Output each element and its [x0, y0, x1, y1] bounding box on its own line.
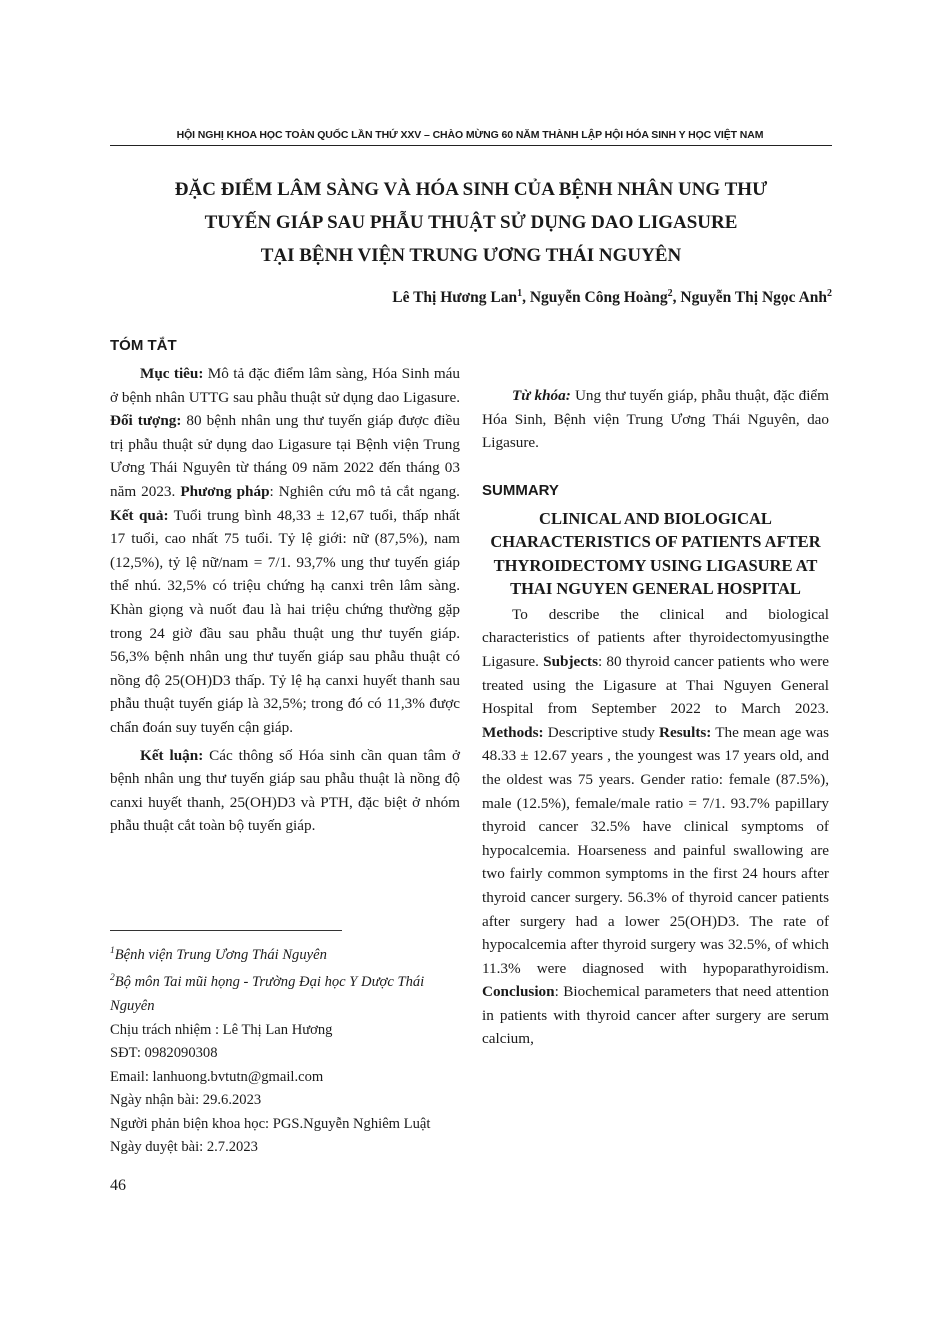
keywords-label	[512, 387, 571, 404]
phone: SĐT: 0982090308	[110, 1045, 218, 1062]
title-line: TUYẾN GIÁP SAU PHẪU THUẬT SỬ DỤNG DAO LIGASURE	[204, 212, 738, 233]
methods-label-en: Methods:	[482, 723, 544, 741]
accepted-date: Ngày duyệt bài: 2.7.2023	[110, 1139, 258, 1156]
author-list	[110, 288, 832, 307]
header-rule	[110, 145, 832, 146]
abstract-text: Mô tả đặc điểm lâm sàng, Hóa Sinh máu ở bệnh nhân UTTG sau phẫu thuật sử dụng dao Ligasure.	[110, 365, 460, 406]
author-affiliation: 2	[827, 288, 832, 299]
author-separator: ,	[672, 289, 681, 307]
summary-paragraph	[482, 603, 829, 1051]
footnote-marker: 1	[110, 946, 115, 956]
footnotes	[110, 940, 470, 1160]
summary-text: The mean age was 48.33 ± 12.67 years , the youngest was 17 years old, and the oldest was 75 years. Gender ratio: female (87.5%), male (12.5%), female/male ratio = 7/1. 93.7% papillary thyroid cancer 32.5% have clinical symptoms of hypocalcemia. Hoarseness and painful swallowing are two fairly common symptoms in the first 24 hours after thyroid cancer surgery. 56.3% of thyroid cancer patients after surgery had a lower 25(OH)D3. The rate of hypocalcemia after thyroid surgery was 32.5%, of which 11.3% were diagnosed with hypoparathyroidism.	[482, 723, 829, 977]
author-name: Lê Thị Hương Lan	[392, 289, 518, 307]
footnote-text: Bộ môn Tai mũi họng - Trường Đại học Y Dược Thái Nguyên	[110, 974, 425, 1014]
summary-text: Descriptive study	[543, 723, 660, 741]
right-column-keywords	[482, 384, 829, 1051]
received-date: Ngày nhận bài: 29.6.2023	[110, 1092, 262, 1109]
vn-abstract-heading: TÓM TẮT	[110, 337, 177, 354]
left-column	[110, 334, 460, 838]
keywords-text: Ung thư tuyến giáp, phẫu thuật, đặc điểm Hóa Sinh, Bệnh viện Trung Ương Thái Nguyên, dao Ligasure.	[482, 387, 829, 452]
summary-text: : Biochemical parameters that need attention in patients with thyroid cancer after surgery are serum calcium,	[482, 983, 829, 1048]
vn-abstract-paragraph	[110, 362, 460, 740]
reviewer: Người phản biện khoa học: PGS.Nguyễn Nghiêm Luật	[110, 1115, 431, 1132]
conclusion-label: Kết luận:	[140, 746, 204, 764]
subjects-label: Đối tượng:	[110, 412, 182, 430]
title-line: TẠI BỆNH VIỆN TRUNG ƯƠNG THÁI NGUYÊN	[260, 245, 682, 266]
paper-title	[110, 173, 832, 272]
subjects-label-en: Subjects	[543, 652, 598, 670]
keywords-label-text: Từ khóa:	[512, 387, 571, 404]
corresponding-author: Chịu trách nhiệm : Lê Thị Lan Hương	[110, 1021, 333, 1038]
footnote-text: Bệnh viện Trung Ương Thái Nguyên	[114, 946, 327, 963]
author-affiliation: 1	[517, 288, 523, 299]
author-name: Nguyễn Thị Ngọc Anh	[680, 289, 827, 307]
summary-text: To describe the clinical and biological characteristics of patients after thyroidectomyusingthe Ligasure.	[482, 605, 829, 670]
methods-label: Phương pháp	[180, 482, 270, 500]
results-label: Kết quả:	[110, 506, 169, 524]
vn-conclusion-paragraph	[110, 744, 460, 838]
affiliation-footnote	[110, 940, 470, 967]
abstract-text: Tuổi trung bình 48,33 ± 12,67 tuổi, thấp nhất 17 tuổi, cao nhất 75 tuổi. Tỷ lệ giới: nữ (87,5%), nam (12,5%), tỷ lệ nữ/nam = 7/1. 93,7% ung thư tuyến giáp thể nhú. 32,5% có triệu chứng hạ canxi trên lâm sàng. Khàn giọng và nuốt đau là hai triệu chứng thường gặp trong 24 giờ đầu sau phẫu thuật ung thư tuyến giáp. 56,3% bệnh nhân ung thư tuyến giáp sau phẫu thuật có nồng độ 25(OH)D3 thấp. Tỷ lệ hạ canxi huyết thanh sau phẫu thuật tuyến giáp là 32,5%; trong đó có 11,3% được chẩn đoán suy tuyến cận giáp.	[110, 506, 460, 736]
footnote-rule	[110, 930, 342, 931]
summary-text: : 80 thyroid cancer patients who were treated using the Ligasure at Thai Nguyen General Hospital from September 2022 to March 2023.	[482, 652, 830, 718]
objective-label: Mục tiêu:	[140, 365, 204, 382]
email: Email: lanhuong.bvtutn@gmail.com	[110, 1068, 324, 1085]
results-label-en: Results:	[659, 723, 712, 741]
keywords-paragraph	[482, 384, 829, 455]
author-separator: ,	[522, 289, 530, 307]
summary-heading: SUMMARY	[482, 481, 559, 499]
conclusion-label-en: Conclusion	[482, 983, 555, 1001]
english-title: CLINICAL AND BIOLOGICAL CHARACTERISTICS OF PATIENTS AFTER THYROIDECTOMY USING LIGASURE AT THAI NGUYEN GENERAL HOSPITAL	[490, 508, 821, 599]
title-line: ĐẶC ĐIỂM LÂM SÀNG VÀ HÓA SINH CỦA BỆNH NHÂN UNG THƯ	[174, 179, 768, 200]
abstract-text: Các thông số Hóa sinh cần quan tâm ở bệnh nhân ung thư tuyến giáp sau phẫu thuật là nồng độ canxi huyết thanh, 25(OH)D3 và PTH, đặc biệt ở nhóm phẫu thuật cắt toàn bộ tuyến giáp.	[110, 746, 460, 835]
page-number: 46	[110, 1177, 126, 1194]
running-header: HỘI NGHỊ KHOA HỌC TOÀN QUỐC LẦN THỨ XXV – CHÀO MỪNG 60 NĂM THÀNH LẬP HỘI HÓA SINH Y HỌC VIỆT NAM	[176, 129, 764, 141]
abstract-text: 80 bệnh nhân ung thư tuyến giáp được điều trị phẫu thuật sử dụng dao Ligasure tại Bệnh viện Trung Ương Thái Nguyên từ tháng 09 năm 2022 đến tháng 03 năm 2023.	[110, 412, 460, 500]
affiliation-footnote	[110, 967, 470, 1018]
footnote-marker: 2	[110, 973, 115, 984]
author-name: Nguyễn Công Hoàng	[529, 289, 668, 307]
abstract-text: : Nghiên cứu mô tả cắt ngang.	[269, 482, 460, 500]
author-affiliation: 2	[667, 288, 673, 299]
